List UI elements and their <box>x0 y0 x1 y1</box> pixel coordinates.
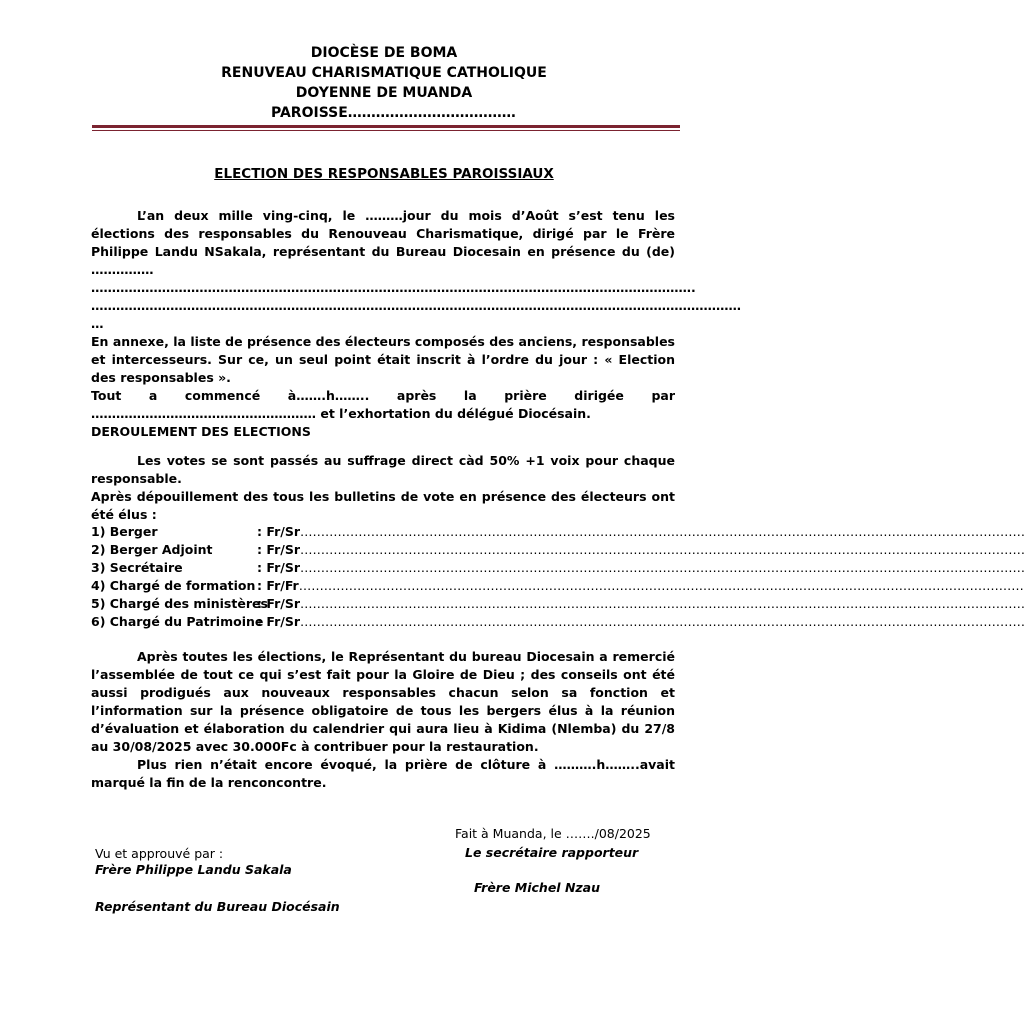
role-value: : Fr/Sr <box>257 614 300 629</box>
intro-section <box>91 207 741 423</box>
role-dots: ………………………………………………………………………………………………………………………………………………………… <box>300 596 1025 611</box>
dotted-line-3: … <box>91 316 104 331</box>
signatory-philippe: Frère Philippe Landu Sakala <box>95 862 292 877</box>
header-renouveau: RENUVEAU CHARISMATIQUE CATHOLIQUE <box>221 65 547 81</box>
signatory-michel: Frère Michel Nzau <box>474 880 601 895</box>
role-dots: ………………………………………………………………………………………………………………………………………………………… <box>300 614 1025 629</box>
header-doyenne: DOYENNE DE MUANDA <box>295 85 473 101</box>
role-name: 5) Chargé des ministères <box>91 596 268 611</box>
header-divider-thin <box>92 130 680 131</box>
header-divider-thick <box>92 125 680 128</box>
role-dots: ………………………………………………………………………………………………………………………………………………………… <box>300 542 1025 557</box>
role-name: 4) Chargé de formation <box>91 578 256 593</box>
header-paroisse: PAROISSE……………………………… <box>271 105 516 121</box>
secretaire-rapporteur-label: Le secrétaire rapporteur <box>465 845 639 860</box>
section-heading-deroulement: DEROULEMENT DES ELECTIONS <box>91 424 311 439</box>
representant-bureau-label: Représentant du Bureau Diocésain <box>95 899 340 914</box>
header-diocese: DIOCÈSE DE BOMA <box>310 45 458 61</box>
role-row <box>91 613 1025 631</box>
role-row <box>91 523 1025 541</box>
document-title: ELECTION DES RESPONSABLES PAROISSIAUX <box>214 166 554 182</box>
fait-a-muanda: Fait à Muanda, le ……./08/2025 <box>455 826 651 841</box>
role-value: : Fr/Sr <box>257 596 300 611</box>
intro-paragraph-1: L’an deux mille ving-cinq, le ………jour du mois d’Août s’est tenu les élections des responsables du Renouveau Charismatique, dirigé par le Frère Philippe Landu NSakala, représentant du Bureau Diocesain en présence du (de) …………… <box>91 208 675 277</box>
closing-paragraph-2: Plus rien n’était encore évoqué, la prière de clôture à ……….h……..avait marqué la fin de la renconcontre. <box>91 757 675 790</box>
role-row <box>91 559 1025 577</box>
role-name: 2) Berger Adjoint <box>91 542 213 557</box>
roles-list <box>91 523 1025 631</box>
votes-paragraph-2: Après dépouillement des tous les bulletins de vote en présence des électeurs ont été élus : <box>91 489 675 522</box>
dotted-line-1: ………………………………………………………………………………………………………………………………. <box>91 280 696 295</box>
role-row <box>91 577 1024 595</box>
dotted-line-2: ………………………………………………………………………………………………………………………………………… <box>91 298 741 313</box>
closing-section <box>91 648 675 792</box>
vu-et-approuve-label: Vu et approuvé par : <box>95 846 224 861</box>
role-row <box>91 595 1025 613</box>
role-value: : Fr/Sr <box>257 524 300 539</box>
role-value: : Fr/Sr <box>257 560 300 575</box>
role-row <box>91 541 1025 559</box>
role-dots: ………………………………………………………………………………………………………………………………………………………… <box>298 578 1024 593</box>
role-dots: ………………………………………………………………………………………………………………………………………………………… <box>300 524 1025 539</box>
intro-paragraph-2: En annexe, la liste de présence des électeurs composés des anciens, responsables et intercesseurs. Sur ce, un seul point était inscrit à l’ordre du jour : « Election des responsables ». <box>91 334 675 385</box>
closing-paragraph-1: Après toutes les élections, le Représentant du bureau Diocesain a remercié l’assemblée de tout ce qui s’est fait pour la Gloire de Dieu ; des conseils ont été aussi prodigués aux nouveaux responsables chacun selon sa fonction et l’information sur la présence obligatoire de tous les bergers élus à la réunion d’évaluation et élaboration du calendrier qui aura lieu à Kidima (Nlemba) du 27/8 au 30/08/2025 avec 30.000Fc à contribuer pour la restauration. <box>91 649 675 754</box>
role-name: 3) Secrétaire <box>91 560 183 575</box>
votes-section <box>91 452 675 524</box>
document-header <box>0 43 768 123</box>
intro-paragraph-3: Tout a commencé à…….h…….. après la prière dirigée par ……………………………………………… et l’exhortation du délégué Diocésain. <box>91 388 675 421</box>
role-name: 6) Chargé du Patrimoine <box>91 614 264 629</box>
role-value: : Fr/Sr <box>257 542 300 557</box>
role-value: : Fr/Fr <box>257 578 299 593</box>
votes-paragraph-1: Les votes se sont passés au suffrage direct càd 50% +1 voix pour chaque responsable. <box>91 453 675 486</box>
role-name: 1) Berger <box>91 524 158 539</box>
role-dots: ………………………………………………………………………………………………………………………………………………………… <box>300 560 1025 575</box>
